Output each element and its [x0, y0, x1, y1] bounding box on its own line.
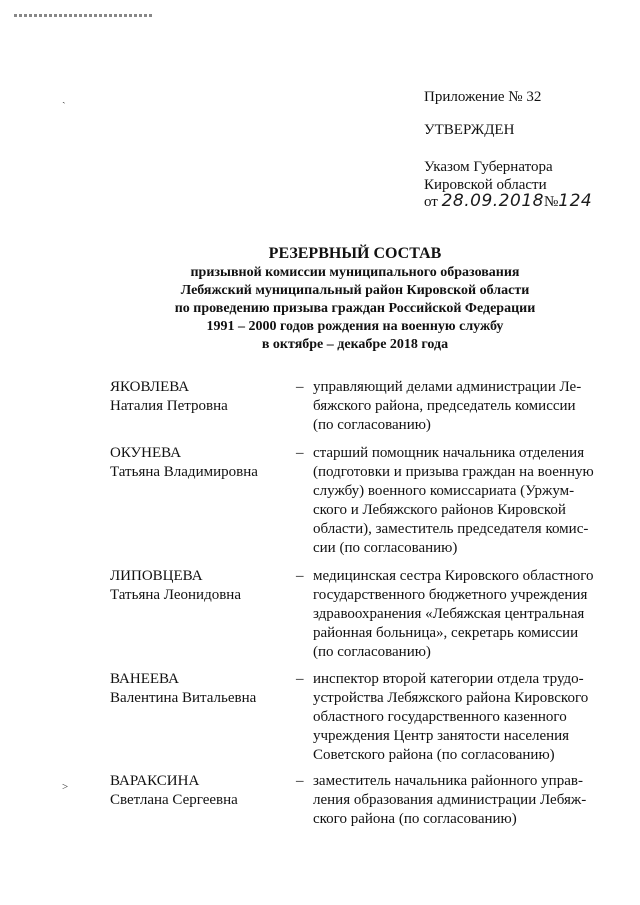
scan-tick-mark: ˃ — [62, 781, 69, 793]
role-line: управляющий делами администрации Ле- — [313, 379, 582, 395]
role-line: старший помощник начальника отделения — [313, 445, 585, 461]
member-name — [110, 772, 280, 810]
member-surname: ОКУНЕВА — [110, 445, 182, 461]
member-surname: ЯКОВЛЕВА — [110, 379, 190, 395]
role-line: медицинская сестра Кировского областного — [313, 568, 594, 584]
member-name — [110, 567, 280, 605]
dash-separator: – — [296, 445, 304, 461]
role-line: области), заместитель председателя комис- — [313, 521, 589, 537]
member-role — [313, 567, 597, 662]
decree-date-line — [424, 191, 592, 211]
role-line: инспектор второй категории отдела трудо- — [313, 671, 584, 687]
role-line: Советского района (по согласованию) — [313, 747, 555, 763]
dash-separator: – — [296, 671, 304, 687]
role-line: бяжского района, председатель комиссии — [313, 398, 576, 414]
role-line: (подготовки и призыва граждан на военную — [313, 464, 594, 480]
member-role — [313, 772, 597, 829]
role-line: сии (по согласованию) — [313, 540, 458, 556]
approval-title: УТВЕРЖДЕН — [424, 122, 515, 138]
member-given-names: Валентина Витальевна — [110, 690, 257, 706]
member-given-names: Светлана Сергеевна — [110, 792, 238, 808]
title-main: РЕЗЕРВНЫЙ СОСТАВ — [268, 245, 442, 262]
handwritten-number: 124 — [558, 191, 593, 211]
role-line: службу) военного комиссариата (Уржум- — [313, 483, 575, 499]
role-line: ского и Лебяжского районов Кировской — [313, 502, 566, 518]
dash-separator: – — [296, 568, 304, 584]
member-name — [110, 378, 280, 416]
member-surname: ВАРАКСИНА — [110, 773, 200, 789]
role-line: учреждения Центр занятости населения — [313, 728, 570, 744]
decree-line: Кировской области — [424, 177, 547, 193]
date-prefix: от — [424, 194, 438, 210]
member-given-names: Наталия Петровна — [110, 398, 228, 414]
role-line: государственного бюджетного учреждения — [313, 587, 588, 603]
member-surname: ЛИПОВЦЕВА — [110, 568, 203, 584]
member-role — [313, 444, 597, 558]
member-name — [110, 444, 280, 482]
role-line: (по согласованию) — [313, 417, 431, 433]
dash-separator: – — [296, 379, 304, 395]
member-given-names: Татьяна Владимировна — [110, 464, 258, 480]
dash-separator: – — [296, 773, 304, 789]
member-role — [313, 378, 597, 435]
member-given-names: Татьяна Леонидовна — [110, 587, 241, 603]
title-line: в октябре – декабре 2018 года — [261, 337, 449, 352]
scan-tick-mark: ˏ — [62, 92, 66, 104]
handwritten-date: 28.09.2018 — [441, 191, 544, 211]
role-line: устройства Лебяжского района Кировского — [313, 690, 589, 706]
role-line: (по согласованию) — [313, 644, 431, 660]
member-role — [313, 670, 597, 765]
title-line: по проведению призыва граждан Российской Федерации — [174, 301, 536, 316]
decree-reference — [424, 158, 553, 194]
role-line: ления образования администрации Лебяж- — [313, 792, 587, 808]
scan-artifact — [14, 14, 154, 17]
role-line: здравоохранения «Лебяжская центральная — [313, 606, 585, 622]
member-surname: ВАНЕЕВА — [110, 671, 179, 687]
role-line: ского района (по согласованию) — [313, 811, 517, 827]
number-prefix: № — [543, 194, 559, 210]
decree-line: Указом Губернатора — [424, 159, 553, 175]
role-line: районная больница», секретарь комиссии — [313, 625, 579, 641]
member-name — [110, 670, 280, 708]
role-line: областного государственного казенного — [313, 709, 567, 725]
role-line: заместитель начальника районного управ- — [313, 773, 583, 789]
title-line: 1991 – 2000 годов рождения на военную службу — [206, 319, 504, 334]
appendix-label: Приложение № 32 — [424, 89, 542, 105]
title-line: Лебяжский муниципальный район Кировской области — [180, 283, 530, 298]
document-title — [120, 244, 590, 354]
title-line: призывной комиссии муниципального образования — [190, 265, 520, 280]
